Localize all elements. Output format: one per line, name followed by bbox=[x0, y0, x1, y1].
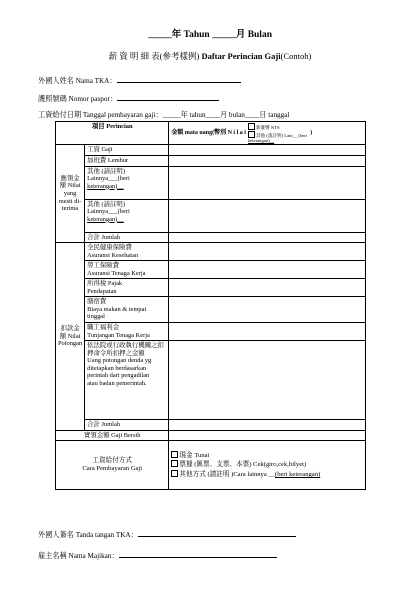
amount-cell-asuransi-tenaga-kerja[interactable] bbox=[169, 261, 366, 279]
currency-other-label: 其他 (請註明) Lain__ (beri bbox=[255, 132, 308, 138]
header-close-paren: ) bbox=[310, 129, 313, 136]
field-nama-tka bbox=[38, 74, 241, 86]
row-label: 其他 (請註明) Lainnya___(beri keterangan)__ bbox=[85, 199, 169, 232]
table-row bbox=[56, 232, 366, 243]
field-employer-label: 雇主名稱 Nama Majikan： bbox=[38, 552, 119, 560]
subtitle-id: Daftar Perincian Gaji bbox=[201, 51, 281, 61]
field-signature-line[interactable] bbox=[138, 528, 296, 537]
currency-other-label-2: keterangan)__ bbox=[247, 137, 275, 143]
field-tanggal bbox=[38, 110, 289, 120]
row-label: 加班費 Lembur bbox=[85, 155, 169, 166]
currency-other-checkbox[interactable] bbox=[248, 131, 255, 138]
amount-cell-jumlah-pendapatan[interactable] bbox=[169, 232, 366, 243]
group-potongan-label: 扣款金額 Nilai Potongan bbox=[56, 243, 85, 431]
payment-check-checkbox[interactable] bbox=[171, 460, 178, 467]
table-row bbox=[56, 145, 366, 156]
header-item: 項目 Perincian bbox=[56, 122, 169, 145]
field-employer-line[interactable] bbox=[119, 549, 277, 558]
amount-cell-gaji[interactable] bbox=[169, 145, 366, 156]
form-subtitle bbox=[0, 50, 420, 62]
salary-table bbox=[55, 121, 366, 490]
table-row bbox=[56, 430, 366, 441]
table-row bbox=[56, 199, 366, 232]
table-row bbox=[56, 297, 366, 323]
payment-cash-label: 現金 Tunai bbox=[179, 451, 210, 459]
row-label: 全民健康保險費 Asuransi Kesehatan bbox=[85, 243, 169, 261]
field-signature bbox=[38, 528, 296, 540]
table-row bbox=[56, 341, 366, 420]
row-label: 勞工保險費 Asuransi Tenaga Kerja bbox=[85, 261, 169, 279]
group-pendapatan-label: 應領金額 Nilai yang mesti di-terima bbox=[56, 145, 85, 243]
table-row bbox=[56, 261, 366, 279]
payment-other-keterangan: (beri keterangan) bbox=[275, 470, 321, 478]
table-row bbox=[56, 279, 366, 297]
field-tanggal-label: 工資給付日期 Tanggal pembayaran gaji：_____年 tahun____月 bulan____日 tanggal bbox=[38, 111, 290, 119]
field-signature-label: 外國人簽名 Tanda tangan TKA： bbox=[38, 531, 138, 539]
subtitle-suffix: (Contoh) bbox=[280, 51, 312, 61]
currency-options bbox=[248, 123, 307, 143]
payment-cash-checkbox[interactable] bbox=[171, 451, 178, 458]
header-row bbox=[56, 122, 366, 145]
amount-cell-gaji-bersih[interactable] bbox=[169, 430, 366, 441]
amount-cell-asuransi-kesehatan[interactable] bbox=[169, 243, 366, 261]
payment-check-label: 票據 (匯票、支票、本票) Cek(giro,cek,bilyet) bbox=[179, 461, 307, 469]
row-label: 職工福利金 Tunjangan Tenaga Kerja bbox=[85, 323, 169, 341]
table-row bbox=[56, 243, 366, 261]
subtitle-zh: 薪 資 明 細 表(參考樣例) bbox=[108, 51, 200, 61]
header-mata-uang: 金額 mata uang(幣別 N i l a i bbox=[171, 129, 246, 136]
row-label: 工資 Gaji bbox=[85, 145, 169, 156]
row-label: 合計 Jumlah bbox=[85, 232, 169, 243]
table-row bbox=[56, 420, 366, 431]
gaji-bersih-label: 實領金額 Gaji Bersih bbox=[56, 430, 169, 441]
table-row bbox=[56, 166, 366, 199]
row-label: 合計 Jumlah bbox=[85, 420, 169, 431]
field-employer bbox=[38, 549, 277, 561]
currency-nt-checkbox[interactable] bbox=[248, 123, 255, 130]
row-label: 膳宿費 Biaya makan & tempat tinggal bbox=[85, 297, 169, 323]
row-label: 其他 (請註明) Lainnya___(beri keterangan)__ bbox=[85, 166, 169, 199]
row-label: 所得稅 Pajak Pendapatan bbox=[85, 279, 169, 297]
amount-cell-potongan-denda[interactable] bbox=[169, 341, 366, 420]
field-nama-tka-line[interactable] bbox=[117, 74, 241, 83]
payment-other-checkbox[interactable] bbox=[171, 470, 178, 477]
table-row bbox=[56, 155, 366, 166]
page-title: _____年 Tahun _____月 Bulan bbox=[148, 30, 272, 40]
row-label: 依法院或行政執行機關之扣押命令所扣押之金額 Uang potongan denda yg ditetapkan berdasarkan perintah dari pengadilan atau badan pemerintah. bbox=[85, 341, 169, 420]
payment-row bbox=[56, 441, 366, 490]
field-paspor-label: 護照號碼 Nomor paspor： bbox=[38, 95, 118, 103]
currency-nt-label: 新臺幣 NTS bbox=[255, 125, 280, 130]
amount-cell-lainnya-1[interactable] bbox=[169, 166, 366, 199]
table-row bbox=[56, 323, 366, 341]
amount-cell-biaya-makan[interactable] bbox=[169, 297, 366, 323]
header-amount bbox=[169, 122, 366, 145]
amount-cell-tunjangan[interactable] bbox=[169, 323, 366, 341]
payment-other-label: 其他方式 (請註明 )Cara lainnya __ bbox=[179, 470, 276, 478]
field-nama-tka-label: 外國人姓名 Nama TKA： bbox=[38, 77, 117, 85]
amount-cell-pajak[interactable] bbox=[169, 279, 366, 297]
field-paspor-line[interactable] bbox=[117, 92, 219, 101]
amount-cell-jumlah-potongan[interactable] bbox=[169, 420, 366, 431]
payment-method-label: 工資給付方式 Cara Pembayaran Gaji bbox=[56, 441, 169, 490]
payment-options bbox=[169, 441, 366, 490]
amount-cell-lainnya-2[interactable] bbox=[169, 199, 366, 232]
amount-cell-lembur[interactable] bbox=[169, 155, 366, 166]
field-paspor bbox=[38, 92, 219, 104]
